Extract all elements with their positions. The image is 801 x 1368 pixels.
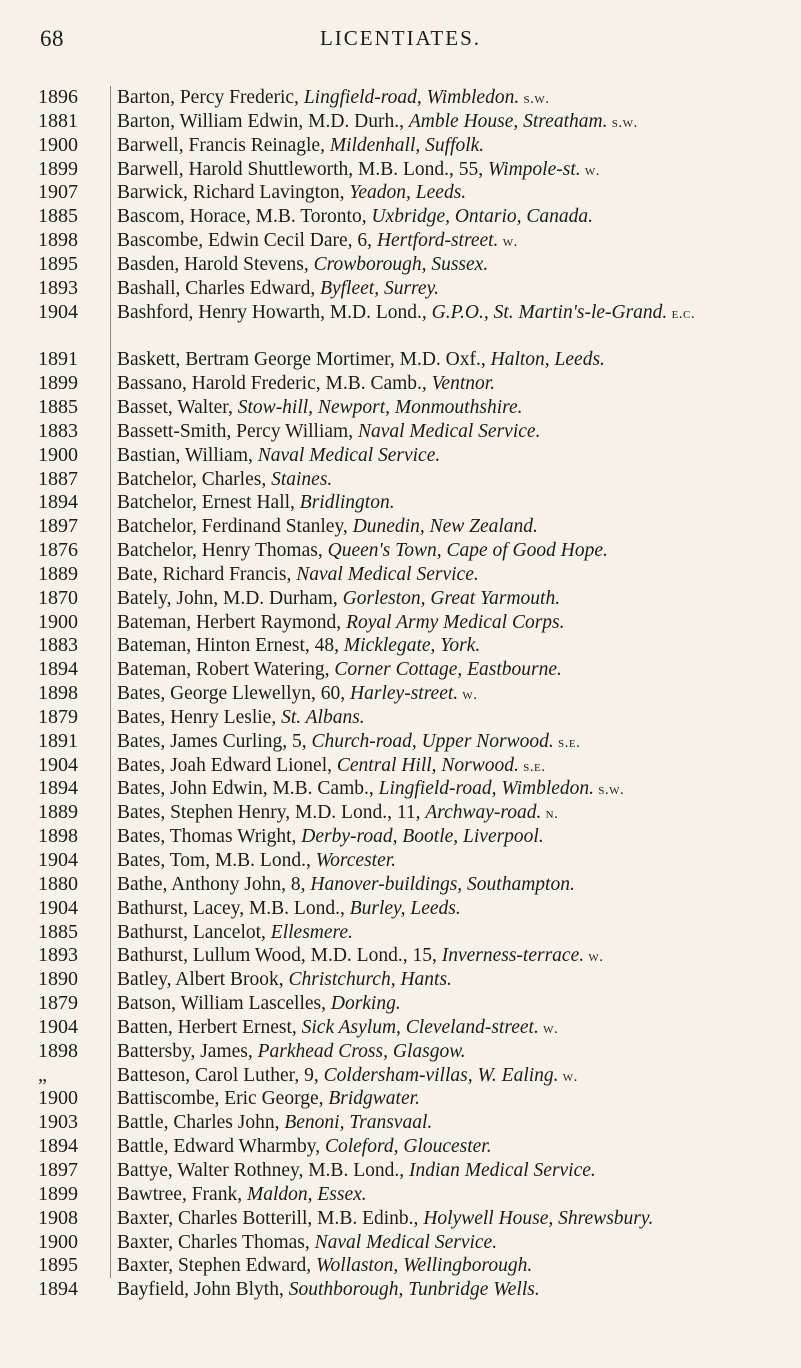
entry-name: Bates, Thomas Wright, (117, 826, 302, 848)
entry-name: Baskett, Bertram George Mortimer, M.D. Oxf., (117, 349, 491, 371)
entry-text (117, 86, 775, 112)
entry-address: Byfleet, Surrey. (320, 277, 440, 299)
entry-year: 1899 (38, 1182, 78, 1205)
entry-year: 1885 (38, 920, 78, 943)
entry-year: 1870 (38, 586, 78, 609)
entry-text (117, 396, 775, 422)
entry-text (117, 181, 775, 207)
entry-year: 1881 (38, 109, 78, 132)
list-item (0, 944, 801, 968)
entry-text (117, 515, 775, 541)
entry-text (117, 801, 775, 827)
entry-address: Indian Medical Service. (408, 1159, 596, 1181)
entry-text (117, 992, 775, 1018)
entry-address: Archway-road. (425, 802, 542, 824)
entry-year: 1894 (38, 1135, 78, 1158)
entry-year: 1894 (38, 777, 78, 800)
entry-text (117, 1064, 775, 1090)
entry-address: Staines. (271, 468, 333, 490)
entry-address: Yeadon, Leeds. (349, 182, 467, 204)
list-item (0, 158, 801, 182)
entry-district: w. (584, 949, 604, 966)
entry-address: Wollaston, Wellingborough. (316, 1255, 533, 1277)
entry-year: 1898 (38, 1039, 78, 1062)
entry-year: 1899 (38, 157, 78, 180)
entry-text (117, 658, 775, 684)
entry-address: Maldon, Essex. (246, 1183, 367, 1205)
entry-name: Bassano, Harold Frederic, M.B. Camb., (117, 373, 432, 395)
entry-name: Barwick, Richard Lavington, (117, 182, 350, 204)
entry-name: Bascombe, Edwin Cecil Dare, 6, (117, 230, 377, 252)
entry-name: Bathurst, Lancelot, (117, 921, 271, 943)
entry-address: Ellesmere. (270, 921, 353, 943)
list-item (0, 1254, 801, 1278)
entry-district: w. (538, 1020, 559, 1037)
entry-text (117, 372, 775, 398)
entry-name: Bates, Tom, M.B. Lond., (117, 850, 316, 871)
entry-text (117, 873, 775, 899)
entry-name: Bashford, Henry Howarth, M.D. Lond., (117, 301, 432, 323)
list-item (0, 1064, 801, 1088)
entry-year: 1890 (38, 968, 78, 991)
entry-year: 1891 (38, 348, 78, 371)
entry-district: s.e. (553, 734, 581, 751)
running-head: LICENTIATES. (319, 26, 482, 50)
list-item (0, 992, 801, 1016)
entry-name: Batchelor, Ernest Hall, (117, 492, 300, 514)
entry-year: 1885 (38, 205, 78, 228)
entry-name: Barton, Percy Frederic, (117, 87, 304, 108)
list-item (0, 372, 801, 396)
entry-text (117, 1207, 775, 1233)
page-header (0, 26, 801, 60)
entry-year: 1899 (38, 372, 78, 395)
entry-text (117, 968, 775, 994)
entry-year: 1903 (38, 1111, 78, 1134)
entry-year: 1885 (38, 395, 78, 418)
entry-text (117, 563, 775, 589)
entry-year: 1898 (38, 682, 78, 705)
entry-text (117, 1016, 775, 1042)
entry-name: Barwell, Francis Reinagle, (117, 134, 330, 156)
licentiate-list (0, 86, 801, 1302)
list-item (0, 825, 801, 849)
entry-address: Amble House, Streatham. (408, 110, 608, 132)
list-item (0, 110, 801, 134)
list-item (0, 611, 801, 635)
page-number: 68 (40, 26, 64, 51)
list-item (0, 1016, 801, 1040)
entry-name: Bateman, Hinton Ernest, 48, (117, 635, 344, 657)
entry-year: 1879 (38, 705, 78, 728)
list-item (0, 849, 801, 873)
entry-year: 1889 (38, 562, 78, 585)
entry-name: Bately, John, M.D. Durham, (117, 587, 343, 609)
entry-district: w. (580, 162, 601, 179)
entry-name: Battle, Charles John, (117, 1112, 285, 1134)
entry-name: Bateman, Robert Watering, (117, 659, 335, 681)
entry-name: Battiscombe, Eric George, (117, 1088, 329, 1110)
entry-name: Bateman, Herbert Raymond, (117, 611, 347, 633)
entry-address: Corner Cottage, Eastbourne. (334, 659, 562, 681)
entry-year: 1891 (38, 729, 78, 752)
entry-year: 1900 (38, 610, 78, 633)
entry-address: Crowborough, Sussex. (313, 253, 489, 275)
entry-address: Benoni, Transvaal. (284, 1112, 433, 1134)
entry-text (117, 1231, 775, 1257)
entry-name: Batchelor, Charles, (117, 468, 272, 490)
entry-name: Barton, William Edwin, M.D. Durh., (117, 110, 409, 132)
entry-district: s.w. (594, 782, 625, 799)
entry-year: 1897 (38, 515, 78, 538)
entry-address: Dunedin, New Zealand. (352, 516, 538, 538)
entry-text (117, 1183, 775, 1209)
entry-address: Halton, Leeds. (490, 349, 605, 371)
entry-address: Sick Asylum, Cleveland-street. (301, 1016, 539, 1038)
entry-year: 1908 (38, 1206, 78, 1229)
entry-address: Church-road, Upper Norwood. (311, 730, 554, 752)
entry-address: Naval Medical Service. (314, 1231, 498, 1253)
entry-name: Bates, Henry Leslie, (117, 706, 282, 728)
entry-text (117, 539, 775, 565)
entry-text (117, 229, 775, 255)
entry-text (117, 682, 775, 708)
entry-address: Parkhead Cross, Glasgow. (257, 1040, 466, 1062)
entry-year: 1896 (38, 86, 78, 108)
entry-text (117, 253, 775, 279)
entry-name: Bates, Stephen Henry, M.D. Lond., 11, (117, 802, 426, 824)
entry-year: 1900 (38, 133, 78, 156)
list-item (0, 515, 801, 539)
entry-year: 1900 (38, 1087, 78, 1110)
entry-district: w. (558, 1068, 578, 1085)
entry-year: 1883 (38, 419, 78, 442)
entry-year: „ (38, 1063, 47, 1086)
entry-year: 1883 (38, 634, 78, 657)
entry-name: Basden, Harold Stevens, (117, 253, 314, 275)
entry-address: Bridgwater. (328, 1088, 420, 1110)
entry-text (117, 491, 775, 517)
entry-year: 1889 (38, 801, 78, 824)
entry-name: Bawtree, Frank, (117, 1183, 247, 1205)
list-item (0, 229, 801, 253)
list-item (0, 563, 801, 587)
entry-address: Coleford, Gloucester. (324, 1136, 492, 1158)
entry-district: n. (541, 806, 559, 823)
entry-address: Holywell House, Shrewsbury. (423, 1207, 654, 1229)
entry-address: Burley, Leeds. (349, 897, 461, 919)
entry-name: Batchelor, Henry Thomas, (117, 540, 328, 562)
entry-name: Batten, Herbert Ernest, (117, 1016, 302, 1038)
list-item (0, 1087, 801, 1111)
list-item (0, 1111, 801, 1135)
entry-district: w. (458, 687, 478, 704)
entry-address: Naval Medical Service. (257, 444, 441, 466)
entry-address: Micklegate, York. (343, 635, 481, 657)
entry-year: 1900 (38, 1230, 78, 1253)
entry-name: Bathurst, Lullum Wood, M.D. Lond., 15, (117, 945, 442, 967)
entry-text (117, 825, 775, 851)
entry-district: s.e. (518, 758, 546, 775)
entry-address: Derby-road, Bootle, Liverpool. (301, 826, 544, 848)
entry-name: Bates, John Edwin, M.B. Camb., (117, 778, 379, 800)
entry-address: Coldersham-villas, W. Ealing. (323, 1064, 559, 1086)
entry-year: 1895 (38, 252, 78, 275)
entry-year: 1894 (38, 491, 78, 514)
entry-year: 1876 (38, 539, 78, 562)
entry-address: Southborough, Tunbridge Wells. (288, 1279, 540, 1301)
entry-district: s.w. (519, 91, 550, 107)
entry-text (117, 301, 775, 327)
list-item (0, 587, 801, 611)
entry-text (117, 1040, 775, 1066)
entry-name: Bates, Joah Edward Lionel, (117, 754, 337, 776)
list-item (0, 658, 801, 682)
entry-address: Mildenhall, Suffolk. (329, 134, 485, 156)
entry-name: Bates, George Llewellyn, 60, (117, 683, 351, 705)
entry-district: s.w. (607, 114, 638, 131)
entry-text (117, 754, 775, 780)
entry-address: Dorking. (330, 993, 401, 1015)
entry-name: Batchelor, Ferdinand Stanley, (117, 516, 353, 538)
list-item (0, 420, 801, 444)
entry-address: Bridlington. (299, 492, 395, 514)
entry-name: Bastian, William, (117, 444, 258, 466)
entry-address: Central Hill, Norwood. (336, 754, 519, 776)
entry-address: Naval Medical Service. (296, 563, 479, 585)
list-item (0, 468, 801, 492)
entry-text (117, 444, 775, 470)
list-item (0, 921, 801, 945)
list-item (0, 253, 801, 277)
entry-year: 1904 (38, 300, 78, 323)
list-item (0, 1278, 801, 1302)
entry-year: 1894 (38, 1278, 78, 1301)
entry-name: Battle, Edward Wharmby, (117, 1136, 325, 1158)
list-item (0, 205, 801, 229)
entry-text (117, 1135, 775, 1161)
entry-text (117, 1111, 775, 1137)
entry-name: Bates, James Curling, 5, (117, 730, 312, 752)
entry-name: Batley, Albert Brook, (117, 969, 289, 991)
entry-address: Stow-hill, Newport, Monmouthshire. (237, 396, 523, 418)
entry-name: Bassett-Smith, Percy William, (117, 420, 358, 442)
entry-district: e.c. (667, 305, 696, 322)
entry-address: Queen's Town, Cape of Good Hope. (327, 540, 608, 562)
entry-year: 1907 (38, 181, 78, 204)
entry-text (117, 158, 775, 184)
entry-text (117, 134, 775, 160)
list-item (0, 181, 801, 205)
entry-text (117, 777, 775, 803)
entry-district: w. (498, 234, 518, 251)
entry-text (117, 706, 775, 732)
list-item (0, 396, 801, 420)
list-item (0, 444, 801, 468)
entry-name: Bashall, Charles Edward, (117, 277, 321, 299)
entry-name: Batteson, Carol Luther, 9, (117, 1064, 324, 1086)
entry-address: Inverness-terrace. (441, 945, 585, 967)
list-item (0, 348, 801, 372)
entry-name: Baxter, Stephen Edward, (117, 1255, 317, 1277)
entry-text (117, 587, 775, 613)
entry-address: Christchurch, Hants. (288, 969, 452, 991)
entry-year: 1893 (38, 276, 78, 299)
entry-year: 1895 (38, 1254, 78, 1277)
entry-text (117, 730, 775, 756)
entry-name: Bate, Richard Francis, (117, 563, 297, 585)
entry-address: Wimpole-st. (488, 158, 581, 180)
entry-name: Bathurst, Lacey, M.B. Lond., (117, 897, 350, 919)
entry-name: Battye, Walter Rothney, M.B. Lond., (117, 1159, 409, 1181)
entry-name: Bayfield, John Blyth, (117, 1279, 289, 1301)
entry-text (117, 897, 775, 923)
list-item (0, 1159, 801, 1183)
entry-text (117, 921, 775, 947)
entry-address: Harley-street. (350, 683, 459, 705)
entry-text (117, 849, 775, 875)
list-item (0, 634, 801, 658)
entry-year: 1898 (38, 229, 78, 252)
entry-text (117, 277, 775, 303)
list-item (0, 1183, 801, 1207)
list-item (0, 301, 801, 349)
entry-text (117, 468, 775, 494)
list-item (0, 754, 801, 778)
entry-text (117, 205, 775, 231)
entry-text (117, 1087, 775, 1113)
list-item (0, 873, 801, 897)
list-item (0, 777, 801, 801)
entry-name: Bascom, Horace, M.B. Toronto, (117, 206, 372, 228)
entry-name: Bathe, Anthony John, 8, (117, 873, 311, 895)
entry-year: 1880 (38, 872, 78, 895)
entry-name: Baxter, Charles Botterill, M.B. Edinb., (117, 1207, 424, 1229)
entry-year: 1898 (38, 825, 78, 848)
entry-text (117, 110, 775, 136)
list-item (0, 1135, 801, 1159)
entry-year: 1900 (38, 443, 78, 466)
entry-year: 1904 (38, 1015, 78, 1038)
entry-address: Naval Medical Service. (357, 420, 541, 442)
list-item (0, 682, 801, 706)
entry-name: Basset, Walter, (117, 396, 238, 418)
entry-address: Royal Army Medical Corps. (346, 611, 565, 633)
entry-year: 1879 (38, 992, 78, 1015)
entry-text (117, 634, 775, 660)
entry-text (117, 1278, 775, 1304)
list-item (0, 539, 801, 563)
entry-name: Baxter, Charles Thomas, (117, 1231, 315, 1253)
list-item (0, 968, 801, 992)
entry-text (117, 944, 775, 970)
list-item (0, 277, 801, 301)
entry-address: Gorleston, Great Yarmouth. (342, 587, 561, 609)
list-item (0, 1231, 801, 1255)
entry-address: Lingfield-road, Wimbledon. (378, 778, 595, 800)
entry-year: 1893 (38, 944, 78, 967)
list-item (0, 86, 801, 110)
entry-year: 1904 (38, 753, 78, 776)
entry-year: 1904 (38, 896, 78, 919)
list-item (0, 491, 801, 515)
entry-year: 1887 (38, 467, 78, 490)
entry-text (117, 611, 775, 637)
entry-address: G.P.O., St. Martin's-le-Grand. (431, 301, 668, 323)
entry-text (117, 420, 775, 446)
list-item (0, 134, 801, 158)
list-item (0, 730, 801, 754)
entry-text (117, 1159, 775, 1185)
entry-address: Ventnor. (431, 373, 496, 395)
entry-year: 1904 (38, 849, 78, 871)
entry-address: Hanover-buildings, Southampton. (310, 873, 575, 895)
list-item (0, 1040, 801, 1064)
entry-name: Batson, William Lascelles, (117, 993, 331, 1015)
list-item (0, 706, 801, 730)
entry-year: 1894 (38, 658, 78, 681)
entry-text (117, 1254, 775, 1280)
entry-year: 1897 (38, 1158, 78, 1181)
list-item (0, 801, 801, 825)
entry-address: Hertford-street. (376, 230, 499, 252)
entry-text (117, 348, 775, 374)
entry-name: Barwell, Harold Shuttleworth, M.B. Lond., 55, (117, 158, 489, 180)
list-item (0, 897, 801, 921)
entry-address: Uxbridge, Ontario, Canada. (371, 206, 593, 228)
entry-address: St. Albans. (281, 706, 365, 728)
entry-name: Battersby, James, (117, 1040, 258, 1062)
entry-address: Lingfield-road, Wimbledon. (303, 87, 520, 108)
list-item (0, 1207, 801, 1231)
entry-address: Worcester. (315, 850, 397, 871)
